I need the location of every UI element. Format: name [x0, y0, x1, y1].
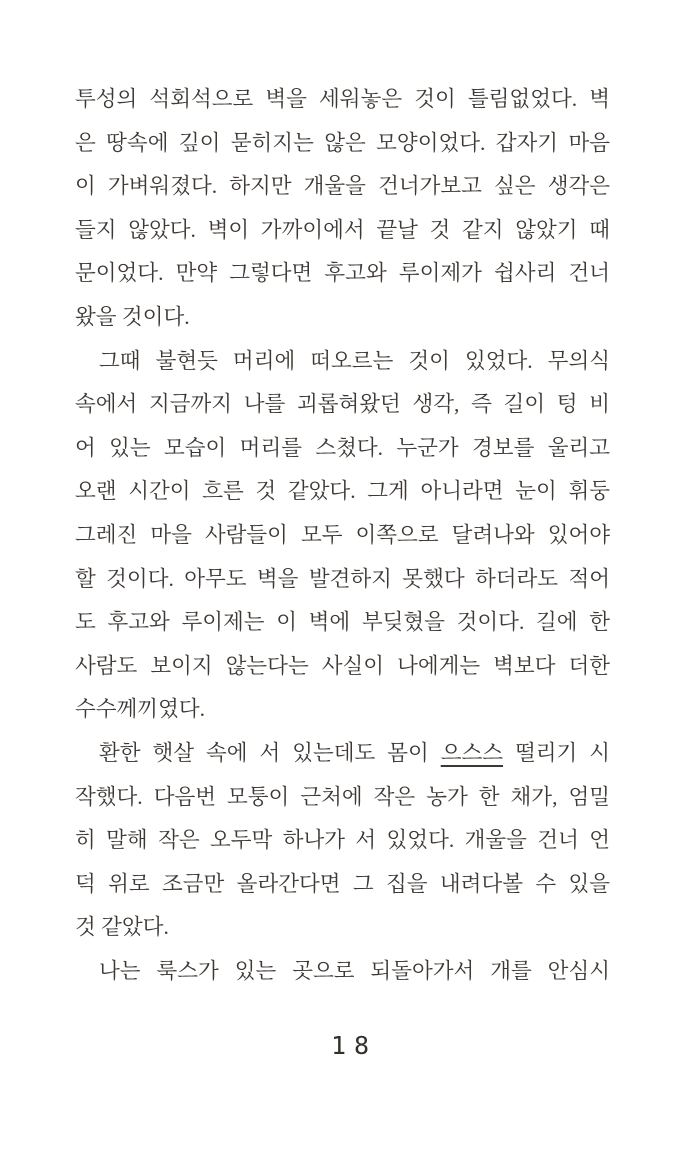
page-text: [75, 78, 610, 993]
text-line: 속에서 지금까지 나를 괴롭혀왔던 생각, 즉 길이 텅 비: [75, 392, 610, 417]
text-line: 것 같았다.: [75, 915, 169, 940]
text-line: 어 있는 모습이 머리를 스쳤다. 누군가 경보를 울리고: [75, 435, 610, 460]
text-line: 오랜 시간이 흐른 것 같았다. 그게 아니라면 눈이 휘둥: [75, 479, 610, 504]
page-number: 18: [330, 1031, 378, 1060]
text-line: 그레진 마을 사람들이 모두 이쪽으로 달려나와 있어야: [75, 522, 610, 547]
text-line: 도 후고와 루이제는 이 벽에 부딪혔을 것이다. 길에 한: [75, 610, 610, 635]
text-line: 들지 않았다. 벽이 가까이에서 끝날 것 같지 않았기 때: [75, 217, 610, 242]
text-line: 작했다. 다음번 모퉁이 근처에 작은 농가 한 채가, 엄밀: [75, 784, 610, 809]
text-line: 문이었다. 만약 그렇다면 후고와 루이제가 쉽사리 건너: [75, 261, 610, 286]
text-line: 할 것이다. 아무도 벽을 발견하지 못했다 하더라도 적어: [75, 566, 610, 591]
underlined-word: 으스스: [440, 740, 504, 765]
text-line: 덕 위로 조금만 올라간다면 그 집을 내려다볼 수 있을: [75, 871, 610, 896]
text-line: 수수께끼였다.: [75, 697, 205, 722]
text-line: 환한 햇살 속에 서 있는데도 몸이 으스스 떨리기 시: [99, 740, 611, 765]
text-line: 사람도 보이지 않는다는 사실이 나에게는 벽보다 더한: [75, 653, 610, 678]
text-line: 투성의 석회석으로 벽을 세워놓은 것이 틀림없었다. 벽: [75, 87, 610, 111]
text-line: 나는 룩스가 있는 곳으로 되돌아가서 개를 안심시: [99, 958, 610, 983]
text-line: 이 가벼워졌다. 하지만 개울을 건너가보고 싶은 생각은: [75, 174, 610, 199]
text-line: 그때 불현듯 머리에 떠오르는 것이 있었다. 무의식: [99, 348, 610, 373]
text-line: 은 땅속에 깊이 묻히지는 않은 모양이었다. 갑자기 마음: [75, 130, 610, 155]
text-line: 히 말해 작은 오두막 하나가 서 있었다. 개울을 건너 언: [75, 828, 610, 853]
text-line: 왔을 것이다.: [75, 304, 190, 329]
